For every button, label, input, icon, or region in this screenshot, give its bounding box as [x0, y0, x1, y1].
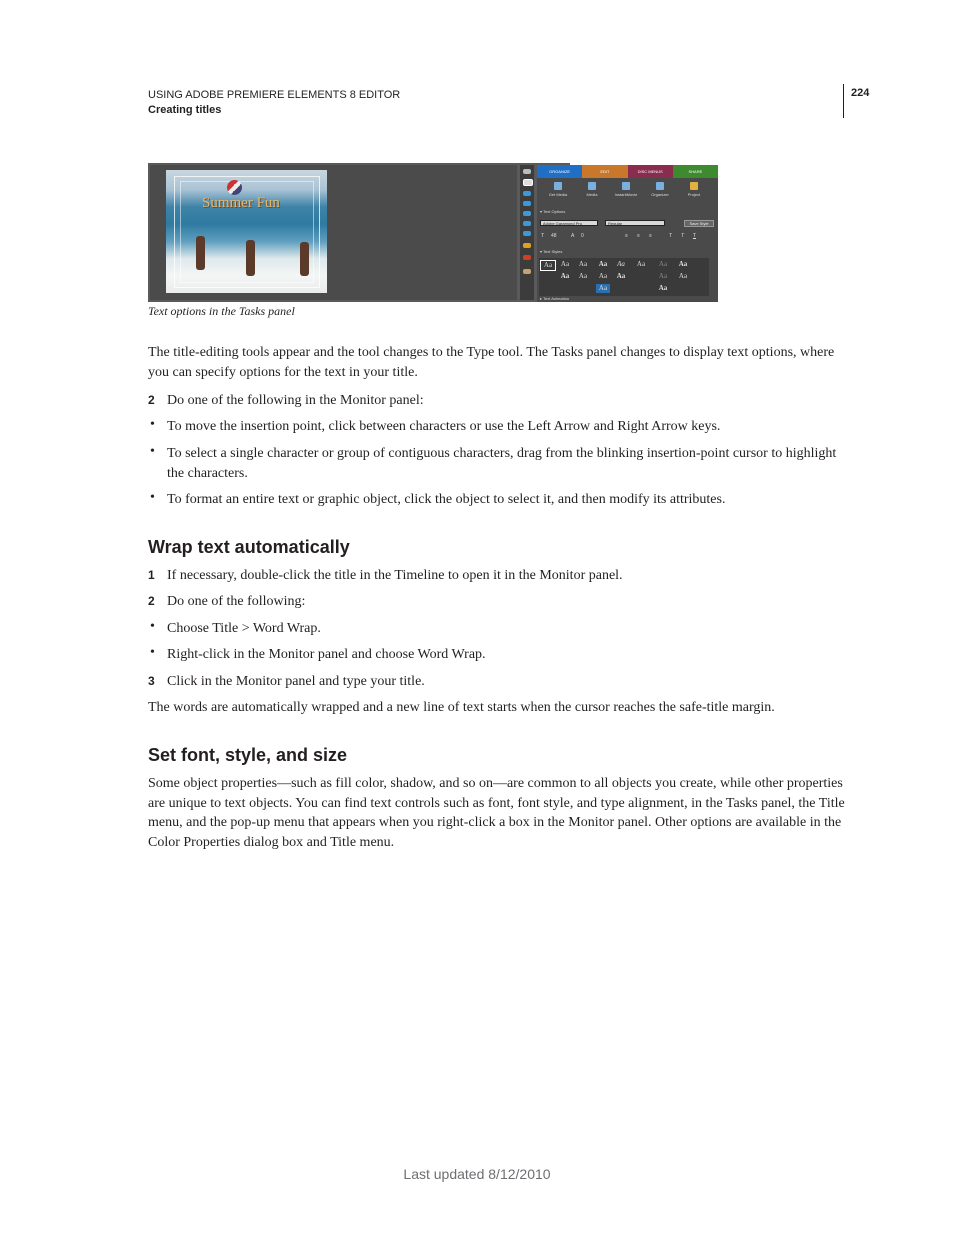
text-style-swatch[interactable]: Aa — [658, 260, 668, 268]
running-header — [148, 88, 400, 118]
align-center-icon[interactable]: ≡ — [637, 233, 640, 239]
tasks-panel — [537, 165, 718, 302]
get-media-icon — [554, 182, 562, 190]
bullet-glyph: • — [150, 645, 155, 660]
monitor-panel — [150, 165, 517, 300]
text-options-header[interactable]: ▾ Text Options — [540, 209, 566, 214]
bullet-glyph: • — [150, 417, 155, 432]
text-options-label: Text Options — [543, 209, 566, 214]
get-media-button[interactable] — [543, 182, 573, 197]
child-figure — [196, 236, 205, 270]
underline-icon[interactable]: T — [693, 233, 697, 239]
step-number: 2 — [148, 594, 155, 608]
figure-caption: Text options in the Tasks panel — [148, 304, 295, 318]
page-number: 224 — [851, 87, 870, 99]
tab-organize[interactable]: ORGANIZE — [537, 165, 582, 178]
color-tool-icon[interactable] — [523, 255, 531, 260]
text-style-swatch[interactable]: Aa — [598, 272, 608, 280]
align-left-icon[interactable]: ≡ — [625, 233, 628, 239]
tab-disc-menus[interactable]: DISC MENUS — [628, 165, 673, 178]
text-style-swatch[interactable]: Aa — [616, 272, 626, 280]
text-style-swatch[interactable]: Aa — [596, 284, 610, 293]
title-tools-strip — [520, 165, 534, 300]
text-style-swatch[interactable]: Aa — [678, 272, 688, 280]
child-figure — [246, 240, 255, 276]
workspace-tabs — [537, 165, 718, 178]
text-style-swatch[interactable]: Aa — [560, 272, 570, 280]
instantmovie-icon — [622, 182, 630, 190]
section-heading: Wrap text automatically — [148, 537, 350, 557]
style-dropdown[interactable]: Regular — [605, 220, 665, 226]
shape-tool-icon[interactable] — [523, 221, 531, 226]
bullet-item: To select a single character or group of contiguous characters, drag from the blinking insertion-point cursor to highlight the characters. — [167, 446, 837, 481]
font-dropdown[interactable]: Adobe Garamond Pro — [540, 220, 598, 226]
text-style-swatch[interactable]: Aa — [540, 260, 556, 271]
bullet-glyph: • — [150, 619, 155, 634]
bold-icon[interactable]: T — [669, 233, 673, 239]
align-right-icon[interactable]: ≡ — [649, 233, 652, 239]
title-text: Summer Fun — [202, 195, 280, 211]
step-number: 3 — [148, 674, 155, 688]
step-number: 1 — [148, 568, 155, 582]
header-divider — [843, 84, 844, 118]
tasks-panel-screenshot — [148, 163, 709, 302]
shape-tool-icon[interactable] — [523, 211, 531, 216]
media-label: Media — [586, 192, 598, 197]
leading-icon: A — [571, 233, 575, 239]
text-style-swatch[interactable]: Aa — [617, 260, 625, 268]
text-style-swatch[interactable]: Aa — [560, 260, 570, 268]
selection-tool-icon[interactable] — [523, 169, 531, 174]
text-style-swatch[interactable]: Aa — [578, 272, 588, 280]
tab-edit[interactable]: EDIT — [582, 165, 627, 178]
font-size-value[interactable]: 48 — [551, 233, 557, 239]
text-styles-header[interactable]: ▾ Text Styles — [540, 249, 563, 254]
last-updated: Last updated 8/12/2010 — [403, 1166, 551, 1182]
beach-ball — [227, 180, 242, 195]
text-styles-label: Text Styles — [543, 249, 563, 254]
section-heading: Set font, style, and size — [148, 745, 348, 765]
shape-tool-icon[interactable] — [523, 201, 531, 206]
hand-tool-icon[interactable] — [523, 269, 531, 274]
instantmovie-button[interactable] — [611, 182, 641, 197]
bullet-item: Choose Title > Word Wrap. — [167, 621, 321, 636]
text-style-swatch[interactable]: Aa — [658, 272, 668, 280]
font-paragraph: Some object properties—such as fill color, shadow, and so on—are common to all objects you create, while other properties are unique to text objects. You can find text controls such as font, font style, and type alignment, in the Tasks panel, the Title menu, and the pop-up menu that appears when you right-click a box in the Monitor panel. Other options are available in the Color Properties dialog box and Title menu. — [148, 776, 845, 850]
leading-value[interactable]: 0 — [581, 233, 584, 239]
organizer-button[interactable] — [645, 182, 675, 197]
type-tool-icon[interactable] — [523, 179, 533, 186]
text-style-swatch[interactable]: Aa — [658, 284, 668, 292]
bullet-glyph: • — [150, 490, 155, 505]
step-text: Do one of the following in the Monitor panel: — [167, 393, 424, 408]
text-style-swatch[interactable]: Aa — [598, 260, 608, 268]
project-label: Project — [687, 192, 701, 197]
project-button[interactable] — [679, 182, 709, 197]
line-tool-icon[interactable] — [523, 231, 531, 236]
child-figure — [300, 242, 309, 276]
step-text: Click in the Monitor panel and type your title. — [167, 674, 425, 689]
media-icon — [588, 182, 596, 190]
text-style-swatch[interactable]: Aa — [578, 260, 588, 268]
beach-photo — [166, 170, 327, 293]
text-style-swatch[interactable]: Aa — [636, 260, 646, 268]
book-title: USING ADOBE PREMIERE ELEMENTS 8 EDITOR — [148, 89, 401, 101]
chapter-title: Creating titles — [148, 104, 222, 116]
step-text: If necessary, double-click the title in the Timeline to open it in the Monitor panel. — [167, 568, 623, 583]
organizer-label: Organizer — [651, 192, 669, 197]
font-size-icon: T — [541, 233, 545, 239]
bullet-item: To format an entire text or graphic object, click the object to select it, and then modify its attributes. — [167, 492, 726, 507]
save-style-button[interactable]: Save Style — [684, 220, 714, 227]
bullet-glyph: • — [150, 444, 155, 459]
text-animation-label: Text Animation — [543, 296, 570, 301]
intro-paragraph: The title-editing tools appear and the tool changes to the Type tool. The Tasks panel changes to display text options, where you can specify options for the text in your title. — [148, 345, 835, 380]
project-icon — [690, 182, 698, 190]
bullet-item: Right-click in the Monitor panel and choose Word Wrap. — [167, 647, 486, 662]
media-button[interactable] — [577, 182, 607, 197]
text-animation-header[interactable]: ▸ Text Animation — [540, 296, 570, 301]
instantmovie-label: InstantMovie — [614, 192, 638, 197]
organizer-icon — [656, 182, 664, 190]
get-media-label: Get Media — [548, 192, 568, 197]
shape-tool-icon[interactable] — [523, 191, 531, 196]
italic-icon[interactable]: T — [681, 233, 685, 239]
color-tool-icon[interactable] — [523, 243, 531, 248]
step-text: Do one of the following: — [167, 594, 306, 609]
text-styles-grid — [539, 258, 709, 296]
step-number: 2 — [148, 393, 155, 407]
bullet-item: To move the insertion point, click between characters or use the Left Arrow and Right Arrow keys. — [167, 419, 721, 434]
wrap-paragraph: The words are automatically wrapped and a new line of text starts when the cursor reaches the safe-title margin. — [148, 700, 775, 715]
text-style-swatch[interactable]: Aa — [678, 260, 688, 268]
tab-share[interactable]: SHARE — [673, 165, 718, 178]
